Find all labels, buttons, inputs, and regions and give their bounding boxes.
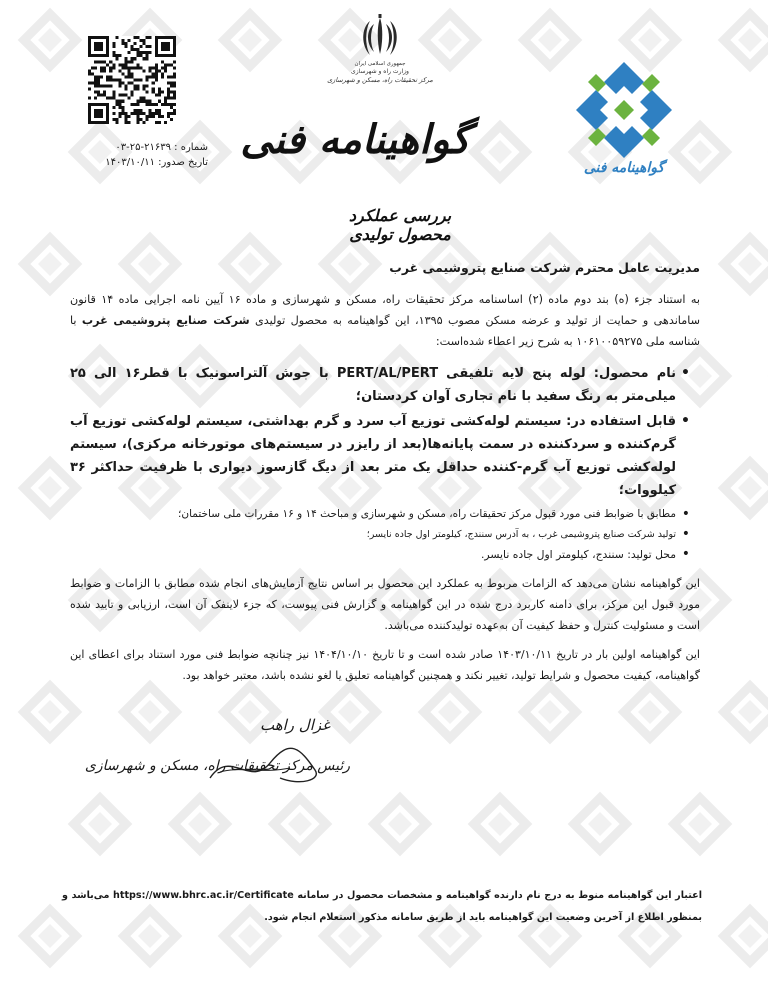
- addressee: مدیریت عامل محترم شرکت صنایع پتروشیمی غرب: [389, 260, 700, 275]
- logo-caption: گواهینامه فنی: [583, 160, 665, 176]
- list-item: • قابل استفاده در: سیستم لوله‌کشی توزیع آب سرد و گرم بهداشتی، سیستم لوله‌کشی توزیع آب گرم‌کننده و سردکننده در سمت پایانه‌ها(بعد از رایزر در سیستم‌های موتورخانه مرکزی)، سیستم لوله‌کشی توزیع آب گرم‌-کننده حداقل یک متر بعد از دیگ گازسوز دیواری با ظرفیت حداکثر ۳۶ کیلووات؛: [70, 410, 686, 502]
- issue-date: [78, 155, 208, 170]
- validity-paragraph: این گواهینامه نشان می‌دهد که الزامات مربوط به عملکرد این محصول بر اساس نتایج آزمایش‌های انجام شده مطابق با الزامات و ضوابط مورد قبول این مرکز، برای دامنه کاربرد درج شده در این گواهینامه و گزارش فنی پیوست، که جزء لاینفک آن است، ارزیابی و تایید شده است و مسئولیت کنترل و حفظ کیفیت آن به‌عهده تولیدکننده می‌باشد.: [70, 577, 700, 632]
- certificate-body: [70, 260, 700, 686]
- intro-part-2: با شناسه ملی ۱۰۶۱۰۰۵۹۲۷۵ به شرح زیر اعطاء شده‌است:: [70, 314, 700, 348]
- intro-company: شرکت صنایع پتروشیمی غرب: [81, 314, 250, 327]
- list-item: • نام محصول: لوله پنج لایه تلفیقی PERT/AL/PERT با جوش آلتراسونیک با قطر۱۶ الی ۲۵ میلی‌متر به رنگ سفید با نام تجاری آوان کردستان؛: [70, 362, 686, 408]
- ministry-line-2: وزارت راه و شهرسازی: [351, 68, 409, 75]
- footer-note: اعتبار این گواهینامه منوط به درج نام دارنده گواهینامه و مشخصات محصول در سامانه https://www.bhrc.ac.ir/Certificate می‌باشد و بمنظور اطلاع از آخرین وضعیت این گواهینامه باید از طریق سامانه مذکور استعلام انجام شود.: [62, 890, 702, 923]
- ministry-line-3: مرکز تحقیقات راه، مسکن و شهرسازی: [327, 76, 433, 84]
- ministry-line-1: جمهوری اسلامی ایران: [354, 61, 406, 67]
- list-item: • مطابق با ضوابط فنی مورد قبول مرکز تحقیقات راه، مسکن و شهرسازی و مباحث ۱۴ و ۱۶ مقررات ملی ساختمان؛: [70, 504, 686, 525]
- intro-part-1: به استناد جزء (ه) بند دوم ماده (۲) اساسنامه مرکز تحقیقات راه، مسکن و شهرسازی و ماده ۱۶ آیین نامه اجرایی ماده ۱۴ قانون ساماندهی و حمایت از تولید و عرضه مسکن مصوب ۱۳۹۵، این گواهینامه به محصول تولیدی: [70, 293, 700, 327]
- iran-emblem-icon: [360, 14, 400, 58]
- certificate-number-label: شماره :: [174, 142, 208, 153]
- product-list: [70, 362, 700, 565]
- document-title: گواهینامه فنی: [240, 116, 470, 163]
- issue-date-value: ۱۴۰۳/۱۰/۱۱: [105, 157, 155, 168]
- list-item: • تولید شرکت صنایع پتروشیمی غرب ، به آدرس سنندج، کیلومتر اول جاده نایسر؛: [70, 525, 686, 544]
- signatory-title: رئیس مرکز تحقیقات راه، مسکن و شهرسازی: [84, 758, 350, 774]
- ministry-heading: [318, 60, 442, 84]
- document-subtitle: بررسی عملکرد محصول تولیدی: [348, 206, 452, 244]
- signature-block: [84, 708, 350, 798]
- certificate-number-value: ۲۱۶۳۹-۲۵-۰۳: [115, 142, 171, 153]
- certificate-number: [78, 140, 208, 155]
- intro-paragraph: [70, 289, 700, 352]
- signatory-name: غزال راهب: [259, 716, 330, 734]
- qr-code-icon[interactable]: [88, 36, 176, 124]
- bhrc-logo-icon: [570, 58, 678, 162]
- certificate-meta: [78, 140, 208, 170]
- issue-date-label: تاریخ صدور:: [158, 157, 208, 168]
- expiry-paragraph: این گواهینامه اولین بار در تاریخ ۱۴۰۳/۱۰/۱۱ صادر شده است و تا تاریخ ۱۴۰۴/۱۰/۱۰ نیز چنانچه ضوابط فنی مورد استناد برای اعطای این گواهینامه، کیفیت محصول و شرایط تولید، تغییر نکند و همچنین گواهینامه تعلیق یا لغو نشده باشد، معتبر خواهد بود.: [70, 648, 700, 682]
- list-item: • محل تولید: سنندج، کیلومتر اول جاده نایسر.: [70, 544, 686, 565]
